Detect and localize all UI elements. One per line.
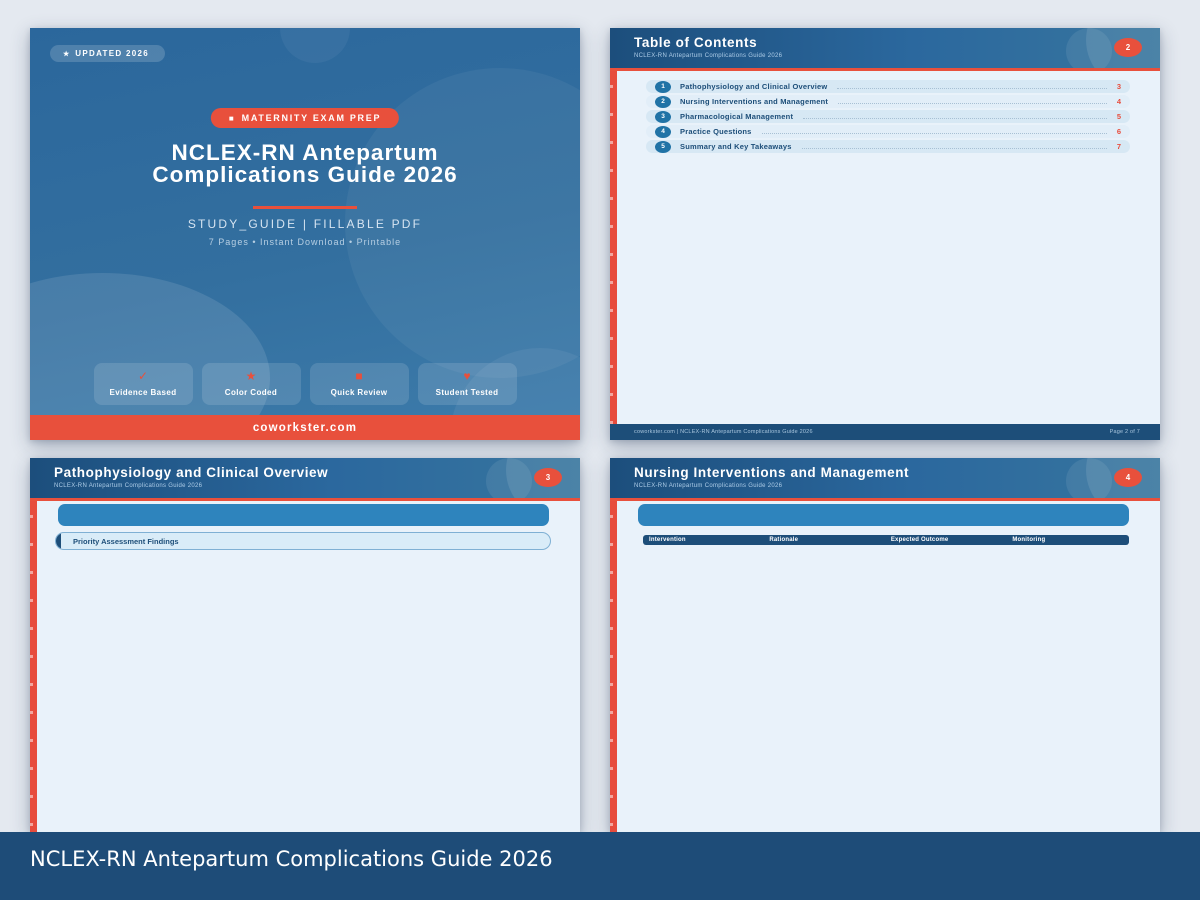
page-subtitle: NCLEX-RN Antepartum Complications Guide 2026 bbox=[54, 483, 203, 489]
cover-title-line1: NCLEX-RN Antepartum bbox=[171, 140, 439, 165]
category-pill bbox=[211, 108, 399, 128]
toc-item-label: Pharmacological Management bbox=[680, 112, 794, 121]
format-line: STUDY_GUIDE | FILLABLE PDF bbox=[187, 217, 423, 231]
dotted-leader bbox=[837, 88, 1106, 89]
toc-item bbox=[646, 110, 1130, 123]
content-panel-bar bbox=[638, 504, 1129, 526]
table-header-row bbox=[643, 535, 1129, 545]
toc-item-number: 4 bbox=[655, 126, 671, 138]
feature-label: Color Coded bbox=[224, 388, 278, 397]
cover-footer-website: coworkster.com bbox=[30, 415, 580, 440]
updated-badge-label: UPDATED 2026 bbox=[75, 49, 149, 58]
toc-item-page: 5 bbox=[1116, 112, 1121, 121]
page-subtitle: NCLEX-RN Antepartum Complications Guide 2026 bbox=[634, 483, 783, 489]
footer-page-indicator: Page 2 of 7 bbox=[1109, 429, 1140, 435]
page-footer bbox=[610, 424, 1160, 440]
meta-line: 7 Pages • Instant Download • Printable bbox=[208, 237, 402, 247]
binding-spine bbox=[30, 501, 37, 832]
feature-student-tested bbox=[418, 363, 517, 405]
content-panel-bar bbox=[58, 504, 549, 526]
page4-body bbox=[610, 501, 1160, 832]
toc-item-page: 7 bbox=[1116, 142, 1121, 151]
toc-item-label: Nursing Interventions and Management bbox=[680, 97, 829, 106]
toc-item-page: 3 bbox=[1116, 82, 1121, 91]
toc-item-label: Summary and Key Takeaways bbox=[680, 142, 792, 151]
toc-item bbox=[646, 140, 1130, 153]
star-icon: ★ bbox=[63, 50, 70, 58]
binding-spine bbox=[610, 71, 617, 440]
toc-item-number: 1 bbox=[655, 81, 671, 93]
toc-item-label: Practice Questions bbox=[680, 127, 752, 136]
table-column-header: Expected Outcome bbox=[890, 537, 949, 543]
dotted-leader bbox=[802, 148, 1107, 149]
heart-icon: ♥ bbox=[463, 369, 471, 383]
feature-quick-review bbox=[310, 363, 409, 405]
page-number-badge: 4 bbox=[1114, 468, 1142, 487]
dotted-leader bbox=[803, 118, 1107, 119]
table-column-header: Rationale bbox=[769, 537, 799, 543]
toc-page-thumbnail bbox=[610, 28, 1160, 440]
cover-title-line2: Complications Guide 2026 bbox=[152, 162, 458, 187]
toc-item-page: 4 bbox=[1116, 97, 1121, 106]
dotted-leader bbox=[762, 133, 1107, 134]
cover-title bbox=[30, 142, 580, 186]
feature-badges bbox=[30, 363, 580, 405]
page-number-badge: 2 bbox=[1114, 38, 1142, 57]
section-header-box bbox=[55, 532, 551, 550]
page-number-badge: 3 bbox=[534, 468, 562, 487]
page-title: Nursing Interventions and Management bbox=[634, 465, 910, 480]
updated-badge bbox=[50, 45, 165, 62]
section-accent-bar bbox=[56, 533, 61, 549]
decorative-circle bbox=[280, 28, 350, 63]
toc-item-label: Pathophysiology and Clinical Overview bbox=[680, 82, 828, 91]
feature-evidence-based bbox=[94, 363, 193, 405]
page4-header bbox=[610, 458, 1160, 498]
page4-thumbnail bbox=[610, 458, 1160, 832]
toc-page-header bbox=[610, 28, 1160, 68]
feature-color-coded bbox=[202, 363, 301, 405]
square-icon: ■ bbox=[228, 113, 234, 123]
feature-label: Student Tested bbox=[435, 388, 499, 397]
table-column-header: Monitoring bbox=[1012, 537, 1046, 543]
title-divider bbox=[253, 206, 357, 209]
cover-page-thumbnail bbox=[30, 28, 580, 440]
caption-bar bbox=[0, 832, 1200, 900]
toc-page-body bbox=[610, 71, 1160, 440]
page3-header bbox=[30, 458, 580, 498]
toc-item bbox=[646, 95, 1130, 108]
section-title: Priority Assessment Findings bbox=[73, 536, 179, 546]
page3-thumbnail bbox=[30, 458, 580, 832]
toc-item bbox=[646, 125, 1130, 138]
page-title: Table of Contents bbox=[634, 35, 758, 50]
table-column-header: Intervention bbox=[649, 537, 686, 543]
toc-item bbox=[646, 80, 1130, 93]
footer-source-text: coworkster.com | NCLEX-RN Antepartum Complications Guide 2026 bbox=[634, 429, 813, 435]
category-pill-label: MATERNITY EXAM PREP bbox=[241, 113, 382, 123]
star-icon: ★ bbox=[245, 369, 257, 383]
toc-item-number: 3 bbox=[655, 111, 671, 123]
feature-label: Quick Review bbox=[330, 388, 388, 397]
square-icon: ■ bbox=[355, 369, 363, 383]
toc-item-number: 2 bbox=[655, 96, 671, 108]
toc-item-number: 5 bbox=[655, 141, 671, 153]
page-subtitle: NCLEX-RN Antepartum Complications Guide 2026 bbox=[634, 53, 783, 59]
caption-title: NCLEX-RN Antepartum Complications Guide 2026 bbox=[30, 847, 553, 871]
toc-list bbox=[646, 80, 1130, 153]
checkmark-icon: ✓ bbox=[137, 369, 149, 383]
feature-label: Evidence Based bbox=[109, 388, 177, 397]
dotted-leader bbox=[838, 103, 1107, 104]
page3-body bbox=[30, 501, 580, 832]
binding-spine bbox=[610, 501, 617, 832]
toc-item-page: 6 bbox=[1116, 127, 1121, 136]
page-title: Pathophysiology and Clinical Overview bbox=[54, 465, 329, 480]
